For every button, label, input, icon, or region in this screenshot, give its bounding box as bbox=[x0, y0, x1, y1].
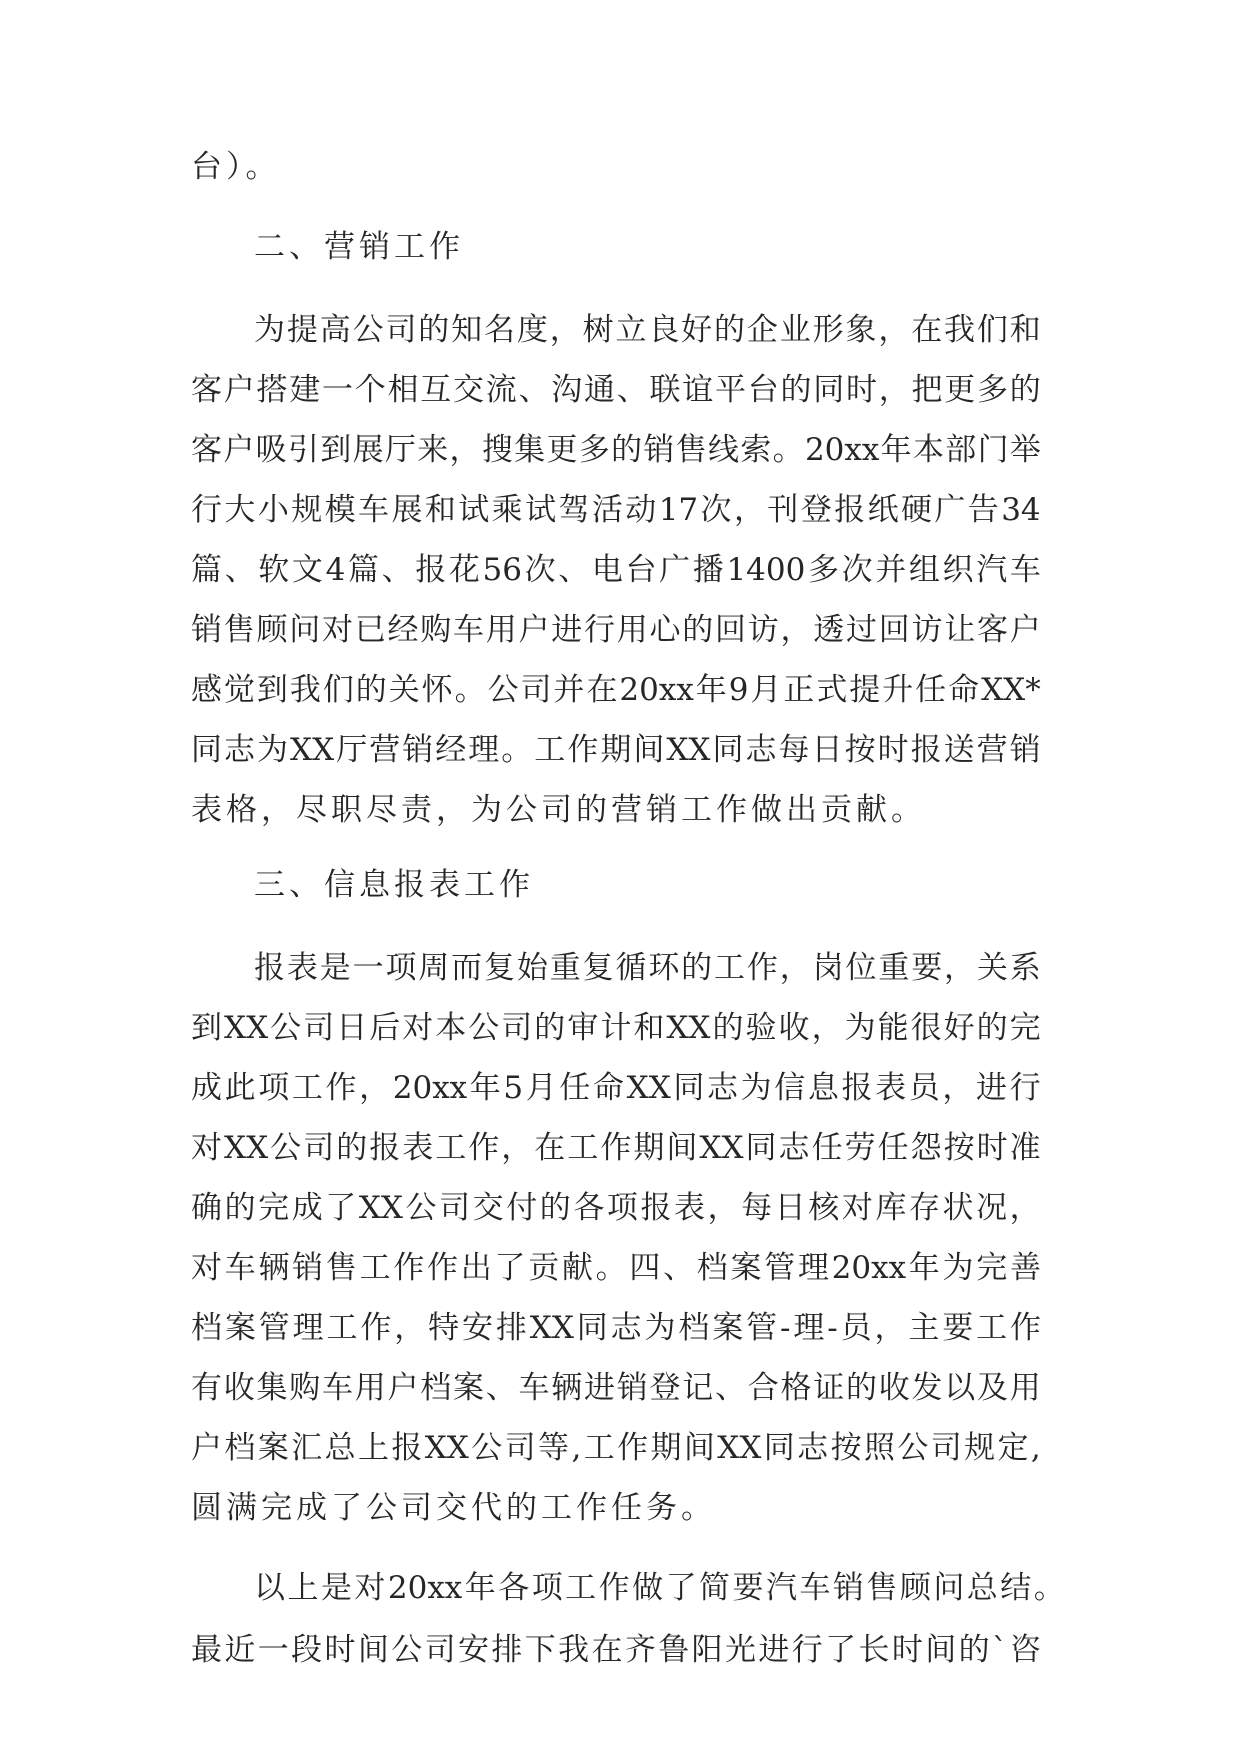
text-line: 圆满完成了公司交代的工作任务。 bbox=[191, 1490, 716, 1526]
text-line: 最 近 一 段 时 间 公 司 安 排 下 我 在 齐 鲁 阳 光 进 行 了 长 时 间 的 ` 咨 bbox=[191, 1632, 1041, 1668]
text-line: 为 提 高 公 司 的 知 名 度 ， 树 立 良 好 的 企 业 形 象 ， 在 我 们 和 bbox=[254, 312, 1041, 348]
text-line: 报 表 是 一 项 周 而 复 始 重 复 循 环 的 工 作 ， 岗 位 重 要 ， 关 系 bbox=[254, 950, 1041, 986]
text-line: 台）。 bbox=[191, 149, 281, 185]
text-line: 表格，尽职尽责，为公司的营销工作做出贡献。 bbox=[191, 792, 926, 828]
text-line: 篇 、 软 文 4 篇 、 报 花 56 次 、 电 台 广 播 1400 多 次 并 组 织 汽 车 bbox=[191, 552, 1041, 588]
text-line: 客 户 搭 建 一 个 相 互 交 流 、 沟 通 、 联 谊 平 台 的 同 时 ， 把 更 多 的 bbox=[191, 372, 1041, 408]
text-line: 对 车 辆 销 售 工 作 作 出 了 贡 献 。 四 、 档 案 管 理 20xx 年 为 完 善 bbox=[191, 1250, 1041, 1286]
text-line: 有 收 集 购 车 用 户 档 案 、 车 辆 进 销 登 记 、 合 格 证 的 收 发 以 及 用 bbox=[191, 1370, 1041, 1406]
text-line: 以 上 是 对 20xx 年 各 项 工 作 做 了 简 要 汽 车 销 售 顾 问 总 结 。 bbox=[254, 1570, 1065, 1606]
text-line: 户 档 案 汇 总 上 报 XX 公 司 等 , 工 作 期 间 XX 同 志 按 照 公 司 规 定 , bbox=[191, 1430, 1041, 1466]
text-line: 对 XX 公 司 的 报 表 工 作 ， 在 工 作 期 间 XX 同 志 任 劳 任 怨 按 时 准 bbox=[191, 1130, 1041, 1166]
section-heading: 二、营销工作 bbox=[254, 229, 464, 265]
text-line: 客 户 吸 引 到 展 厅 来 ， 搜 集 更 多 的 销 售 线 索 。 20xx 年 本 部 门 举 bbox=[191, 432, 1041, 468]
section-heading: 三、信息报表工作 bbox=[254, 867, 534, 903]
text-line: 确 的 完 成 了 XX 公 司 交 付 的 各 项 报 表 ， 每 日 核 对 库 存 状 况 ， bbox=[191, 1190, 1041, 1226]
text-line: 档 案 管 理 工 作 ， 特 安 排 XX 同 志 为 档 案 管 - 理 - 员 ， 主 要 工 作 bbox=[191, 1310, 1041, 1346]
text-line: 销 售 顾 问 对 已 经 购 车 用 户 进 行 用 心 的 回 访 ， 透 过 回 访 让 客 户 bbox=[191, 612, 1041, 648]
text-line: 到 XX 公 司 日 后 对 本 公 司 的 审 计 和 XX 的 验 收 ， 为 能 很 好 的 完 bbox=[191, 1010, 1041, 1046]
text-line: 感 觉 到 我 们 的 关 怀 。 公 司 并 在 20xx 年 9 月 正 式 提 升 任 命 XX* bbox=[191, 672, 1041, 708]
text-line: 成 此 项 工 作 ， 20xx 年 5 月 任 命 XX 同 志 为 信 息 报 表 员 ， 进 行 bbox=[191, 1070, 1041, 1106]
text-line: 同 志 为 XX 厅 营 销 经 理 。 工 作 期 间 XX 同 志 每 日 按 时 报 送 营 销 bbox=[191, 732, 1041, 768]
text-line: 行 大 小 规 模 车 展 和 试 乘 试 驾 活 动 17 次 ， 刊 登 报 纸 硬 广 告 34 bbox=[191, 492, 1041, 528]
